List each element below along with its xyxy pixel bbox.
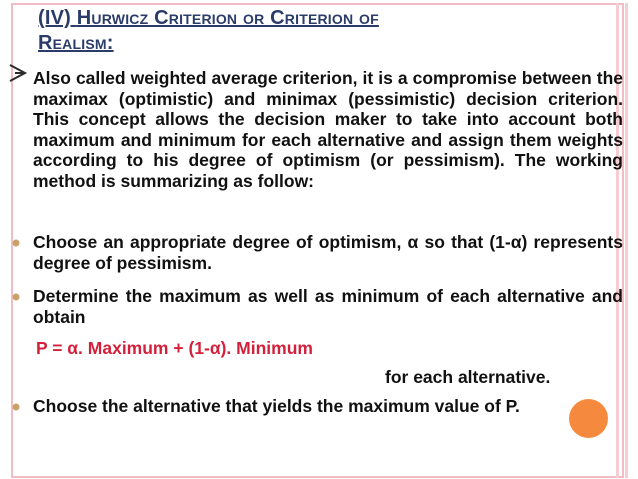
intro-paragraph: Also called weighted average criterion, it is a compromise between the maximax (optimistic) and minimax (pessimistic) decision criterion. This concept allows the decision maker to take into account both maximum and minimum for each alternative and assign them weights according to his degree of optimism (or pessimism). The working method is summarizing as follow: bbox=[33, 68, 623, 191]
circle-bullet-icon bbox=[12, 403, 20, 411]
slide-title: (IV) Hurwicz Criterion or Criterion of Realism: bbox=[38, 7, 379, 54]
formula-suffix: for each alternative. bbox=[385, 367, 551, 387]
arrow-bullet-icon bbox=[6, 62, 28, 84]
formula: P = α. Maximum + (1-α). Minimum bbox=[36, 338, 313, 358]
step-2: Determine the maximum as well as minimum of each alternative and obtain bbox=[33, 286, 623, 327]
circle-bullet-icon bbox=[12, 239, 20, 247]
step-1: Choose an appropriate degree of optimism, α so that (1-α) represents degree of pessimism. bbox=[33, 232, 623, 273]
right-stripe-outer bbox=[625, 3, 628, 478]
step-3: Choose the alternative that yields the maximum value of P. bbox=[33, 396, 520, 416]
circle-bullet-icon bbox=[12, 293, 20, 301]
